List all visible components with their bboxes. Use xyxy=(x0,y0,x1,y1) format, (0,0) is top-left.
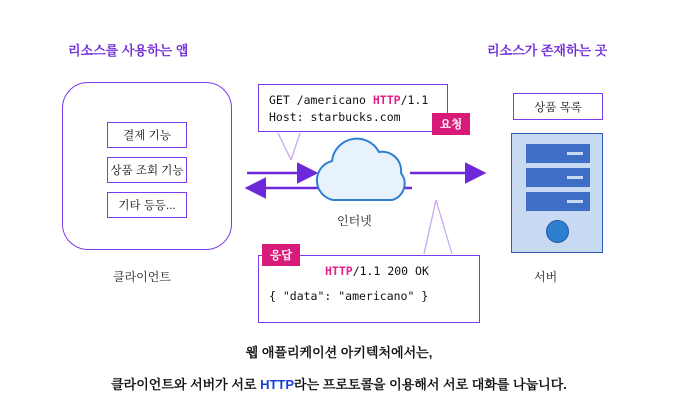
server-side-heading: 리소스가 존재하는 곳 xyxy=(487,43,608,58)
internet-cloud-icon xyxy=(317,139,405,200)
request-tag: 요청 xyxy=(432,113,470,135)
client-caption: 클라이언트 xyxy=(113,270,171,284)
response-tag: 응답 xyxy=(262,244,300,266)
response-body: { "data": "americano" } xyxy=(269,289,429,303)
response-status-rest: /1.1 200 OK xyxy=(352,264,429,278)
client-side-heading: 리소스를 사용하는 앱 xyxy=(68,43,189,58)
response-protocol: HTTP xyxy=(325,264,353,278)
server-bay-icon xyxy=(526,192,590,211)
client-feature-etc: 기타 등등... xyxy=(107,192,187,218)
request-line-protocol: HTTP xyxy=(372,93,401,107)
summary-line-2-pre: 클라이언트와 서버가 서로 xyxy=(111,377,261,392)
server-caption: 서버 xyxy=(534,270,558,284)
summary-line-2-post: 라는 프로토콜을 이용해서 서로 대화를 나눕니다. xyxy=(294,377,567,392)
response-status-line xyxy=(325,263,469,280)
http-request-block xyxy=(258,84,448,132)
client-feature-product-lookup: 상품 조회 기능 xyxy=(107,157,187,183)
summary-http-emphasis: HTTP xyxy=(260,377,295,392)
client-feature-payment: 결제 기능 xyxy=(107,122,187,148)
server-power-icon xyxy=(546,220,569,243)
summary-line-1: 웹 애플리케이션 아키텍처에서는, xyxy=(245,345,433,360)
summary-line-2 xyxy=(0,374,678,393)
server-bay-icon xyxy=(526,144,590,163)
request-host-header: Host: starbucks.com xyxy=(269,110,401,124)
server-tower-icon xyxy=(511,133,603,253)
server-bay-icon xyxy=(526,168,590,187)
internet-caption: 인터넷 xyxy=(337,214,372,228)
request-line-version: /1.1 xyxy=(400,93,429,107)
request-line-method: GET /americano xyxy=(269,93,373,107)
server-resource-label: 상품 목록 xyxy=(513,93,603,120)
